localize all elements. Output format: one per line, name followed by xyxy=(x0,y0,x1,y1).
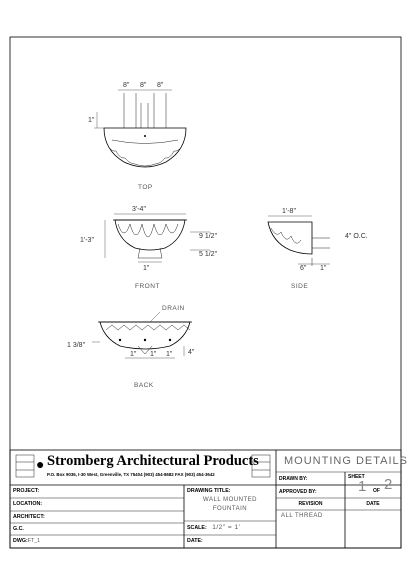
front-dim-d1: 9 1/2" xyxy=(199,233,218,240)
revision-label: REVISION xyxy=(298,501,323,507)
drawn-by-label: DRAWN BY: xyxy=(279,476,308,482)
sheet-of: OF xyxy=(373,488,380,494)
sheet-number: 1 xyxy=(358,478,367,495)
sheet-label: SHEET xyxy=(348,474,365,480)
front-dim-width: 3'-4" xyxy=(132,206,146,213)
rev-date-label: DATE xyxy=(366,501,380,507)
location-label: LOCATION: xyxy=(13,501,43,507)
drawing-title-line1: WALL MOUNTED xyxy=(203,497,257,503)
dwg-label-text: DWG: xyxy=(13,538,28,544)
dwg-value: FT_1 xyxy=(27,538,41,544)
back-view-label: BACK xyxy=(134,382,154,389)
side-dim-depth: 1'-8" xyxy=(282,208,296,215)
top-view-label: TOP xyxy=(138,184,153,191)
top-dim-b: 8" xyxy=(140,82,147,89)
back-dim-b: 1" xyxy=(150,351,157,358)
front-view-label: FRONT xyxy=(135,283,160,290)
front-dim-bottom: 1" xyxy=(143,265,150,272)
drawing-title-label: DRAWING TITLE: xyxy=(187,488,231,494)
back-dim-c: 1" xyxy=(166,351,173,358)
gc-label: G.C. xyxy=(13,526,24,532)
back-dim-a: 1" xyxy=(130,351,137,358)
back-dim-left: 1 3/8" xyxy=(67,342,86,349)
back-view xyxy=(67,305,195,389)
sheet-total: 2 xyxy=(384,476,393,493)
approved-by-label: APPROVED BY: xyxy=(279,489,317,495)
side-view-label: SIDE xyxy=(291,283,309,290)
scale-value: 1/2" = 1' xyxy=(212,524,241,531)
top-dim-c: 8" xyxy=(157,82,164,89)
back-drain-label: DRAIN xyxy=(162,305,185,312)
scale-label-text: SCALE: xyxy=(187,525,207,531)
date-label: DATE: xyxy=(187,538,203,544)
top-view xyxy=(88,82,186,191)
side-dim-b: 1" xyxy=(320,265,327,272)
front-view xyxy=(80,206,218,290)
architect-label: ARCHITECT: xyxy=(13,514,45,520)
company-address: P.O. Box 9036, I-30 West, Greenville, TX 75404 (903) 454-8682 FAX (903) 454-3642 xyxy=(47,472,215,477)
scale-label xyxy=(187,524,240,531)
side-dim-a: 6" xyxy=(300,265,307,272)
company-name: Stromberg Architectural Products xyxy=(47,453,259,469)
front-dim-height: 1'-3" xyxy=(80,237,94,244)
revision-value: ALL THREAD xyxy=(281,513,323,519)
dwg-label xyxy=(13,538,40,544)
back-dim-d: 4" xyxy=(188,349,195,356)
logo-left-icon: ● xyxy=(36,456,45,472)
front-dim-d2: 5 1/2" xyxy=(199,251,218,258)
project-label: PROJECT: xyxy=(13,488,40,494)
drawing-title-line2: FOUNTAIN xyxy=(212,506,248,512)
side-view xyxy=(268,208,368,290)
side-dim-oc: 4" O.C. xyxy=(345,233,368,240)
top-dim-d: 1" xyxy=(88,117,95,124)
header-title: MOUNTING DETAILS xyxy=(284,455,408,467)
top-dim-a: 8" xyxy=(123,82,130,89)
